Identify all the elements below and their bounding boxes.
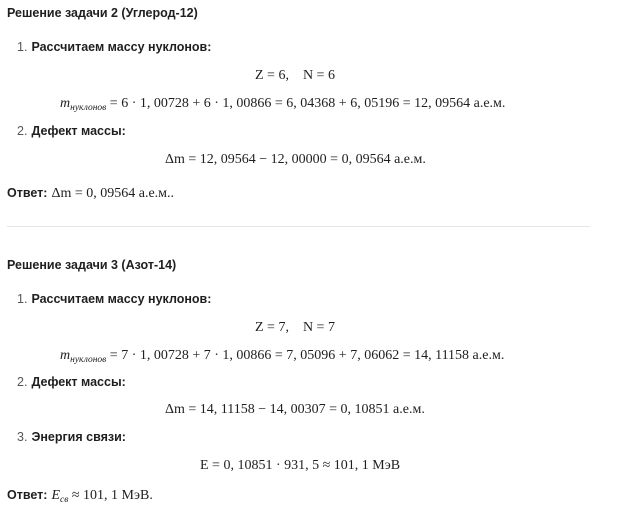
- energy-symbol: E: [51, 488, 60, 503]
- mass-expression: = 6 · 1, 00728 + 6 · 1, 00866 = 6, 04368 + 6, 05196 = 12, 09564 а.е.м.: [106, 96, 506, 111]
- task3-step1: [17, 292, 211, 306]
- task2-heading: Решение задачи 2 (Углерод-12): [7, 6, 198, 20]
- step-label: Рассчитаем массу нуклонов:: [31, 292, 212, 306]
- section-divider: [7, 226, 590, 227]
- mass-subscript: нуклонов: [70, 103, 107, 113]
- answer-value: Δm = 0, 09564 а.е.м..: [51, 186, 175, 201]
- mass-symbol: m: [60, 348, 71, 363]
- step-number: 3.: [17, 430, 28, 444]
- answer-label: Ответ:: [7, 488, 48, 502]
- answer-label: Ответ:: [7, 186, 48, 200]
- step-number: 2.: [17, 124, 28, 138]
- step-number: 1.: [17, 40, 28, 54]
- step-label: Энергия связи:: [31, 430, 126, 444]
- step-number: 2.: [17, 375, 28, 389]
- mass-expression: = 7 · 1, 00728 + 7 · 1, 00866 = 7, 05096 + 7, 06062 = 14, 11158 а.е.м.: [106, 348, 505, 363]
- task3-zn-formula: Z = 7, N = 7: [255, 320, 335, 335]
- mass-subscript: нуклонов: [70, 355, 107, 365]
- step-number: 1.: [17, 292, 28, 306]
- task2-zn-formula: Z = 6, N = 6: [255, 68, 335, 83]
- answer-value: [51, 488, 152, 505]
- mass-symbol: m: [60, 96, 71, 111]
- task3-step3: [17, 430, 126, 444]
- task2-defect-formula: Δm = 12, 09564 − 12, 00000 = 0, 09564 а.е.м.: [165, 152, 426, 167]
- task3-mass-formula: [60, 348, 504, 365]
- step-label: Дефект массы:: [31, 124, 126, 138]
- step-label: Рассчитаем массу нуклонов:: [31, 40, 212, 54]
- task2-mass-formula: [60, 96, 505, 113]
- task2-step2: [17, 124, 126, 138]
- answer-expression: ≈ 101, 1 МэВ.: [68, 488, 153, 503]
- task3-energy-formula: E = 0, 10851 · 931, 5 ≈ 101, 1 МэВ: [200, 458, 401, 473]
- task3-defect-formula: Δm = 14, 11158 − 14, 00307 = 0, 10851 а.е.м.: [165, 402, 425, 417]
- step-label: Дефект массы:: [31, 375, 126, 389]
- task3-step2: [17, 375, 126, 389]
- task2-answer: [7, 186, 174, 202]
- task2-step1: [17, 40, 211, 54]
- task3-heading: Решение задачи 3 (Азот-14): [7, 258, 177, 272]
- task3-answer: [7, 488, 153, 505]
- energy-subscript: св: [60, 495, 69, 505]
